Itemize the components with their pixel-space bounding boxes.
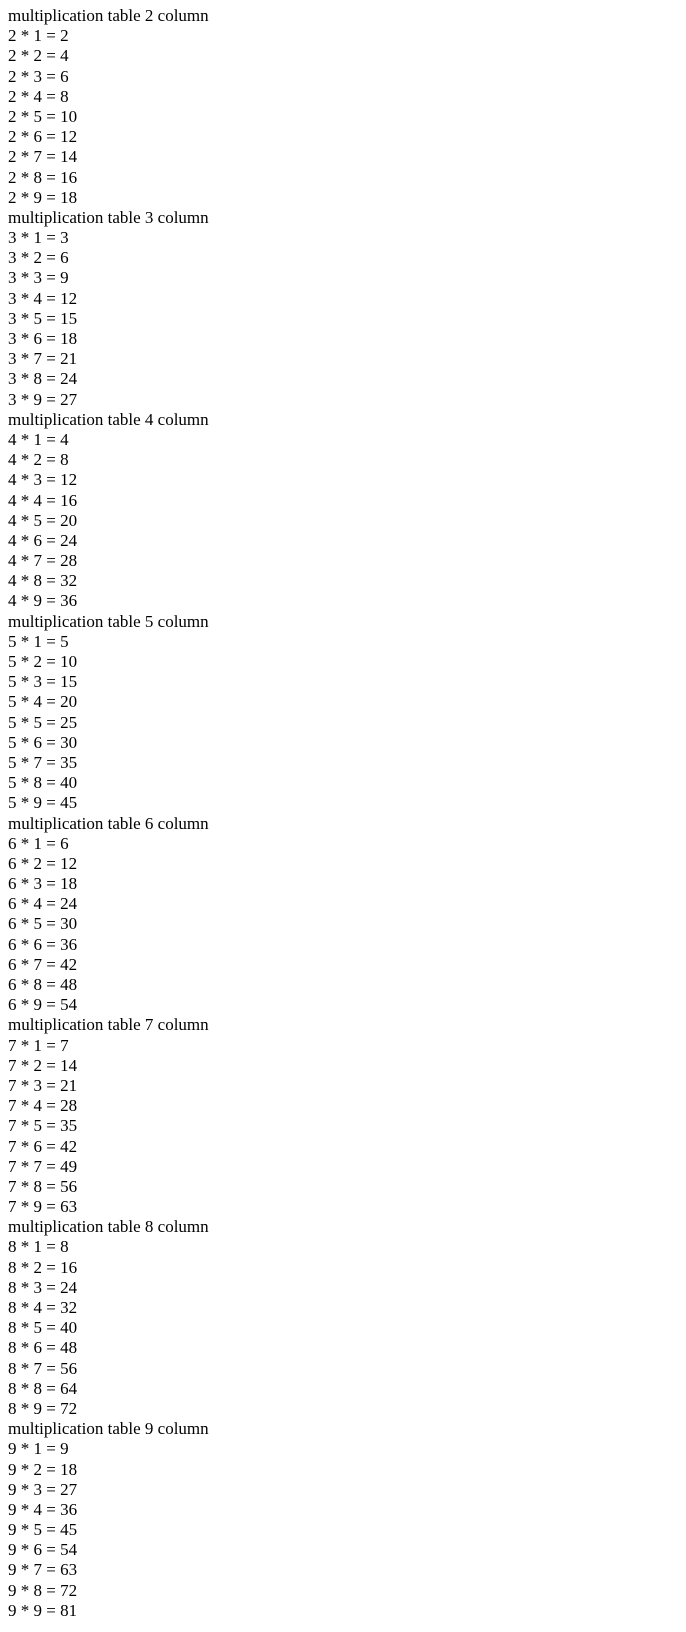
table-line: 2 * 7 = 14: [8, 147, 78, 167]
multiplication-table-section: [8, 1419, 686, 1621]
table-line: 9 * 6 = 54: [8, 1540, 78, 1560]
table-line: 3 * 6 = 18: [8, 329, 78, 348]
table-line: 6 * 8 = 48: [8, 975, 78, 994]
table-line: 4 * 2 = 8: [8, 450, 69, 470]
table-line: 4 * 4 = 16: [8, 490, 78, 510]
table-line: 9 * 4 = 36: [8, 1499, 78, 1519]
table-line: 5 * 9 = 45: [8, 793, 78, 813]
table-line: 8 * 1 = 8: [8, 1237, 69, 1257]
table-line: 6 * 2 = 12: [8, 853, 78, 873]
multiplication-table-section: [8, 1015, 686, 1217]
table-line: 5 * 3 = 15: [8, 672, 78, 692]
table-line: 2 * 2 = 4: [8, 46, 69, 66]
multiplication-table-section: [8, 814, 686, 1016]
table-line: 7 * 8 = 56: [8, 1176, 78, 1196]
table-line: 4 * 6 = 24: [8, 530, 78, 550]
table-line: 6 * 4 = 24: [8, 894, 78, 914]
table-line: 4 * 8 = 32: [8, 571, 78, 591]
table-line: 3 * 8 = 24: [8, 369, 78, 389]
table-heading: multiplication table 3 column: [8, 207, 209, 227]
table-line: 3 * 5 = 15: [8, 308, 78, 328]
table-line: 5 * 8 = 40: [8, 773, 78, 793]
table-line: 6 * 5 = 30: [8, 914, 78, 934]
table-line: 8 * 4 = 32: [8, 1298, 78, 1317]
table-heading: multiplication table 5 column: [8, 611, 209, 631]
table-line: 6 * 6 = 36: [8, 934, 78, 954]
table-line: 4 * 5 = 20: [8, 510, 78, 530]
table-line: 3 * 1 = 3: [8, 228, 69, 248]
table-line: 9 * 5 = 45: [8, 1520, 78, 1540]
table-heading: multiplication table 9 column: [8, 1419, 209, 1439]
table-line: 2 * 8 = 16: [8, 167, 78, 187]
table-line: 3 * 2 = 6: [8, 248, 69, 268]
table-line: 7 * 9 = 63: [8, 1197, 78, 1217]
table-line: 3 * 9 = 27: [8, 389, 78, 409]
table-line: 6 * 1 = 6: [8, 833, 69, 853]
table-line: 4 * 3 = 12: [8, 470, 78, 490]
table-line: 5 * 2 = 10: [8, 652, 78, 671]
table-line: 8 * 8 = 64: [8, 1378, 78, 1398]
table-line: 9 * 3 = 27: [8, 1479, 78, 1499]
table-line: 5 * 4 = 20: [8, 692, 78, 712]
document-body: [8, 6, 686, 1621]
table-heading: multiplication table 7 column: [8, 1015, 209, 1035]
table-line: 5 * 6 = 30: [8, 732, 78, 752]
table-line: 7 * 7 = 49: [8, 1156, 78, 1176]
table-heading: multiplication table 8 column: [8, 1217, 209, 1237]
multiplication-table-section: [8, 1217, 686, 1419]
table-line: 4 * 1 = 4: [8, 429, 69, 449]
table-line: 4 * 7 = 28: [8, 551, 78, 571]
table-line: 7 * 6 = 42: [8, 1136, 78, 1156]
multiplication-table-section: [8, 612, 686, 814]
table-line: 7 * 3 = 21: [8, 1075, 78, 1095]
table-line: 8 * 2 = 16: [8, 1257, 78, 1277]
table-line: 5 * 7 = 35: [8, 752, 78, 772]
table-line: 3 * 3 = 9: [8, 268, 69, 288]
table-line: 9 * 1 = 9: [8, 1439, 69, 1459]
table-line: 7 * 4 = 28: [8, 1096, 78, 1116]
table-line: 9 * 8 = 72: [8, 1580, 78, 1600]
table-line: 2 * 4 = 8: [8, 86, 69, 106]
table-line: 2 * 6 = 12: [8, 127, 78, 147]
table-line: 9 * 7 = 63: [8, 1560, 78, 1580]
table-line: 5 * 1 = 5: [8, 631, 69, 651]
table-line: 8 * 5 = 40: [8, 1318, 78, 1338]
table-line: 9 * 2 = 18: [8, 1459, 78, 1479]
table-line: 6 * 7 = 42: [8, 954, 78, 974]
table-line: 8 * 7 = 56: [8, 1358, 78, 1378]
multiplication-table-section: [8, 6, 686, 208]
table-line: 8 * 9 = 72: [8, 1398, 78, 1418]
table-line: 6 * 3 = 18: [8, 874, 78, 894]
table-line: 7 * 1 = 7: [8, 1035, 69, 1055]
table-line: 6 * 9 = 54: [8, 995, 78, 1015]
table-line: 2 * 5 = 10: [8, 106, 78, 126]
table-line: 7 * 5 = 35: [8, 1116, 78, 1136]
table-line: 2 * 3 = 6: [8, 66, 69, 86]
table-heading: multiplication table 2 column: [8, 6, 209, 25]
table-heading: multiplication table 6 column: [8, 813, 209, 833]
table-line: 2 * 1 = 2: [8, 26, 69, 46]
table-line: 9 * 9 = 81: [8, 1600, 78, 1620]
table-line: 4 * 9 = 36: [8, 591, 78, 611]
multiplication-table-section: [8, 208, 686, 410]
table-heading: multiplication table 4 column: [8, 409, 209, 429]
table-line: 3 * 4 = 12: [8, 288, 78, 308]
table-line: 8 * 3 = 24: [8, 1277, 78, 1297]
table-line: 7 * 2 = 14: [8, 1055, 78, 1075]
table-line: 2 * 9 = 18: [8, 187, 78, 207]
multiplication-table-section: [8, 410, 686, 612]
table-line: 8 * 6 = 48: [8, 1338, 78, 1358]
table-line: 3 * 7 = 21: [8, 349, 78, 369]
table-line: 5 * 5 = 25: [8, 712, 78, 732]
